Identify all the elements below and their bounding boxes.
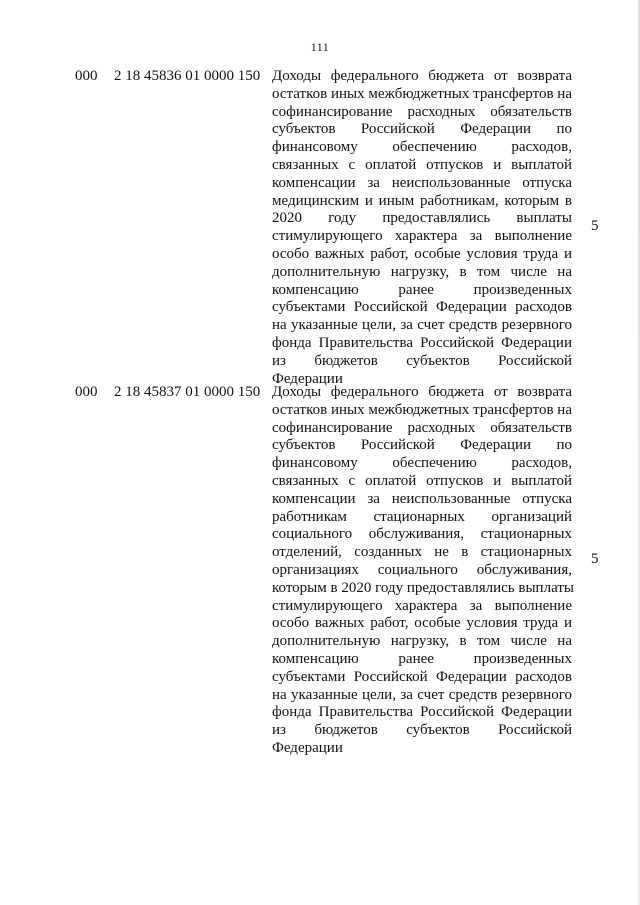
description-line: из бюджетов субъектов Российской <box>272 722 572 739</box>
admin-code: 000 <box>75 384 98 400</box>
value-cell: 5 <box>591 551 599 567</box>
description-line: социального обслуживания, стационарных <box>272 526 572 543</box>
description-line: компенсации за неиспользованные отпуска <box>272 490 572 507</box>
description-line: на указанные цели, за счет средств резервного <box>272 317 572 334</box>
income-description <box>272 384 572 758</box>
description-line: субъектов Российской Федерации по <box>272 121 572 138</box>
description-line: стимулирующего характера за выполнение <box>272 597 572 614</box>
description-line: Федерации <box>272 370 343 387</box>
description-line: особо важных работ, особые условия труда и <box>272 245 572 262</box>
budget-classification-code: 2 18 45837 01 0000 150 <box>114 384 261 400</box>
description-line: остатков иных межбюджетных трансфертов на <box>272 401 572 418</box>
description-line: на указанные цели, за счет средств резервного <box>272 686 572 703</box>
description-line: софинансирование расходных обязательств <box>272 103 572 120</box>
description-line: особо важных работ, особые условия труда и <box>272 615 572 632</box>
description-line: из бюджетов субъектов Российской <box>272 352 572 369</box>
description-line: Федерации <box>272 739 343 756</box>
admin-code: 000 <box>75 68 98 84</box>
budget-classification-code: 2 18 45836 01 0000 150 <box>114 68 261 84</box>
description-line: стимулирующего характера за выполнение <box>272 228 572 245</box>
description-line: дополнительную нагрузку, в том числе на <box>272 633 572 650</box>
description-line: организациях социального обслуживания, <box>272 561 572 578</box>
description-line: субъектов Российской Федерации по <box>272 437 572 454</box>
description-line: софинансирование расходных обязательств <box>272 419 572 436</box>
description-line: связанных с оплатой отпусков и выплатой <box>272 472 572 489</box>
description-line: отделений, созданных не в стационарных <box>272 544 572 561</box>
description-line: связанных с оплатой отпусков и выплатой <box>272 156 572 173</box>
description-line: работникам стационарных организаций <box>272 508 572 525</box>
description-line: 2020 году предоставлялись выплаты <box>272 210 572 227</box>
description-line: которым в 2020 году предоставлялись выплаты <box>272 579 574 596</box>
description-line: компенсацию ранее произведенных <box>272 650 572 667</box>
description-line: фонда Правительства Российской Федерации <box>272 334 572 351</box>
description-line: медицинским и иным работникам, которым в <box>272 192 572 209</box>
description-line: финансовому обеспечению расходов, <box>272 139 572 156</box>
description-line: компенсации за неиспользованные отпуска <box>272 174 572 191</box>
description-line: фонда Правительства Российской Федерации <box>272 704 572 721</box>
page-number: 111 <box>310 40 330 54</box>
description-line: Доходы федерального бюджета от возврата <box>272 68 572 84</box>
value-cell: 5 <box>591 218 599 234</box>
description-line: компенсацию ранее произведенных <box>272 281 572 298</box>
description-line: финансовому обеспечению расходов, <box>272 455 572 472</box>
description-line: остатков иных межбюджетных трансфертов на <box>272 85 572 102</box>
description-line: дополнительную нагрузку, в том числе на <box>272 263 572 280</box>
income-description <box>272 68 572 388</box>
description-line: Доходы федерального бюджета от возврата <box>272 384 572 400</box>
description-line: субъектами Российской Федерации расходов <box>272 299 572 316</box>
description-line: субъектами Российской Федерации расходов <box>272 668 572 685</box>
